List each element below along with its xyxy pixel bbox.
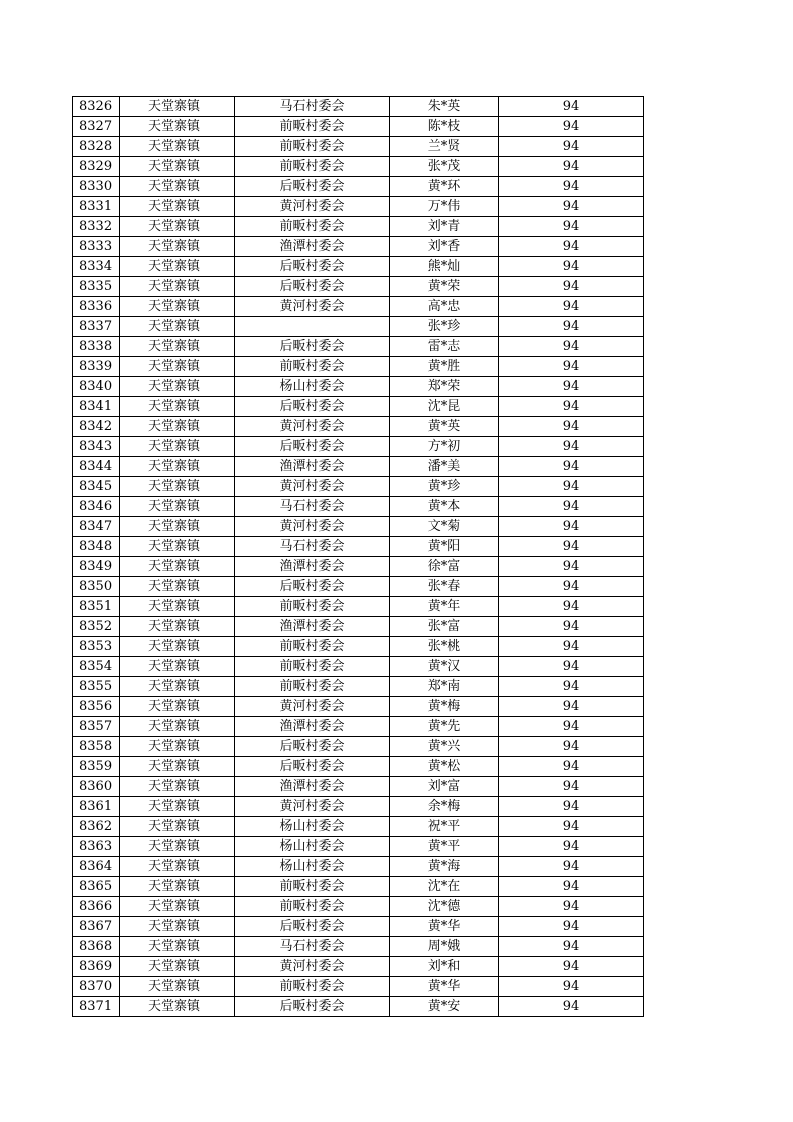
- score-cell: 94: [499, 817, 644, 837]
- record-number-cell: 8358: [73, 737, 120, 757]
- village-committee-cell: 前畈村委会: [235, 977, 390, 997]
- village-committee-cell: 后畈村委会: [235, 577, 390, 597]
- record-number-cell: 8359: [73, 757, 120, 777]
- town-cell: 天堂寨镇: [120, 657, 235, 677]
- person-name-cell: 文*菊: [390, 517, 499, 537]
- record-number-cell: 8346: [73, 497, 120, 517]
- village-committee-cell: 杨山村委会: [235, 857, 390, 877]
- person-name-cell: 黄*本: [390, 497, 499, 517]
- village-committee-cell: 前畈村委会: [235, 217, 390, 237]
- person-name-cell: 黄*荣: [390, 277, 499, 297]
- table-row: [73, 917, 644, 937]
- score-cell: 94: [499, 257, 644, 277]
- person-name-cell: 刘*富: [390, 777, 499, 797]
- score-cell: 94: [499, 997, 644, 1017]
- score-cell: 94: [499, 917, 644, 937]
- record-number-cell: 8348: [73, 537, 120, 557]
- score-cell: 94: [499, 397, 644, 417]
- person-name-cell: 黄*阳: [390, 537, 499, 557]
- town-cell: 天堂寨镇: [120, 677, 235, 697]
- town-cell: 天堂寨镇: [120, 277, 235, 297]
- village-committee-cell: 后畈村委会: [235, 997, 390, 1017]
- record-number-cell: 8344: [73, 457, 120, 477]
- town-cell: 天堂寨镇: [120, 897, 235, 917]
- person-name-cell: 黄*兴: [390, 737, 499, 757]
- record-number-cell: 8340: [73, 377, 120, 397]
- score-cell: 94: [499, 377, 644, 397]
- record-number-cell: 8365: [73, 877, 120, 897]
- person-name-cell: 熊*灿: [390, 257, 499, 277]
- table-row: [73, 137, 644, 157]
- table-row: [73, 957, 644, 977]
- village-committee-cell: [235, 317, 390, 337]
- person-name-cell: 黄*梅: [390, 697, 499, 717]
- person-name-cell: 祝*平: [390, 817, 499, 837]
- town-cell: 天堂寨镇: [120, 157, 235, 177]
- record-number-cell: 8332: [73, 217, 120, 237]
- town-cell: 天堂寨镇: [120, 257, 235, 277]
- score-cell: 94: [499, 857, 644, 877]
- town-cell: 天堂寨镇: [120, 757, 235, 777]
- village-committee-cell: 马石村委会: [235, 497, 390, 517]
- village-committee-cell: 黄河村委会: [235, 517, 390, 537]
- score-cell: 94: [499, 957, 644, 977]
- score-cell: 94: [499, 237, 644, 257]
- village-committee-cell: 后畈村委会: [235, 397, 390, 417]
- table-row: [73, 237, 644, 257]
- village-committee-cell: 渔潭村委会: [235, 617, 390, 637]
- person-name-cell: 黄*松: [390, 757, 499, 777]
- record-number-cell: 8353: [73, 637, 120, 657]
- person-name-cell: 刘*和: [390, 957, 499, 977]
- score-cell: 94: [499, 437, 644, 457]
- village-committee-cell: 渔潭村委会: [235, 457, 390, 477]
- person-name-cell: 黄*环: [390, 177, 499, 197]
- village-committee-cell: 渔潭村委会: [235, 717, 390, 737]
- village-committee-cell: 前畈村委会: [235, 657, 390, 677]
- village-committee-cell: 马石村委会: [235, 537, 390, 557]
- village-committee-cell: 黄河村委会: [235, 477, 390, 497]
- table-row: [73, 317, 644, 337]
- table-row: [73, 157, 644, 177]
- record-number-cell: 8328: [73, 137, 120, 157]
- village-committee-cell: 后畈村委会: [235, 177, 390, 197]
- village-committee-cell: 杨山村委会: [235, 377, 390, 397]
- record-number-cell: 8347: [73, 517, 120, 537]
- record-number-cell: 8336: [73, 297, 120, 317]
- table-row: [73, 197, 644, 217]
- score-cell: 94: [499, 177, 644, 197]
- town-cell: 天堂寨镇: [120, 297, 235, 317]
- town-cell: 天堂寨镇: [120, 417, 235, 437]
- table-row: [73, 537, 644, 557]
- village-committee-cell: 前畈村委会: [235, 877, 390, 897]
- score-cell: 94: [499, 417, 644, 437]
- village-committee-cell: 前畈村委会: [235, 117, 390, 137]
- person-name-cell: 周*娥: [390, 937, 499, 957]
- table-row: [73, 997, 644, 1017]
- record-number-cell: 8357: [73, 717, 120, 737]
- town-cell: 天堂寨镇: [120, 497, 235, 517]
- table-row: [73, 817, 644, 837]
- village-committee-cell: 前畈村委会: [235, 137, 390, 157]
- town-cell: 天堂寨镇: [120, 137, 235, 157]
- score-cell: 94: [499, 157, 644, 177]
- record-number-cell: 8331: [73, 197, 120, 217]
- table-row: [73, 517, 644, 537]
- town-cell: 天堂寨镇: [120, 737, 235, 757]
- town-cell: 天堂寨镇: [120, 377, 235, 397]
- table-row: [73, 877, 644, 897]
- record-number-cell: 8329: [73, 157, 120, 177]
- score-cell: 94: [499, 217, 644, 237]
- table-row: [73, 717, 644, 737]
- record-number-cell: 8369: [73, 957, 120, 977]
- person-name-cell: 雷*志: [390, 337, 499, 357]
- town-cell: 天堂寨镇: [120, 237, 235, 257]
- village-committee-cell: 前畈村委会: [235, 357, 390, 377]
- person-name-cell: 张*桃: [390, 637, 499, 657]
- table-row: [73, 497, 644, 517]
- village-committee-cell: 黄河村委会: [235, 797, 390, 817]
- record-number-cell: 8352: [73, 617, 120, 637]
- town-cell: 天堂寨镇: [120, 637, 235, 657]
- village-committee-cell: 黄河村委会: [235, 697, 390, 717]
- table-row: [73, 777, 644, 797]
- table-row: [73, 417, 644, 437]
- village-committee-cell: 马石村委会: [235, 97, 390, 117]
- town-cell: 天堂寨镇: [120, 797, 235, 817]
- town-cell: 天堂寨镇: [120, 97, 235, 117]
- table-row: [73, 377, 644, 397]
- table-row: [73, 277, 644, 297]
- record-number-cell: 8349: [73, 557, 120, 577]
- score-cell: 94: [499, 277, 644, 297]
- village-committee-cell: 后畈村委会: [235, 277, 390, 297]
- town-cell: 天堂寨镇: [120, 337, 235, 357]
- person-name-cell: 黄*胜: [390, 357, 499, 377]
- table-row: [73, 977, 644, 997]
- person-name-cell: 万*伟: [390, 197, 499, 217]
- town-cell: 天堂寨镇: [120, 937, 235, 957]
- person-name-cell: 陈*枝: [390, 117, 499, 137]
- village-committee-cell: 黄河村委会: [235, 197, 390, 217]
- village-committee-cell: 后畈村委会: [235, 737, 390, 757]
- village-committee-cell: 杨山村委会: [235, 837, 390, 857]
- record-number-cell: 8341: [73, 397, 120, 417]
- town-cell: 天堂寨镇: [120, 117, 235, 137]
- village-committee-cell: 渔潭村委会: [235, 237, 390, 257]
- person-name-cell: 黄*年: [390, 597, 499, 617]
- table-row: [73, 217, 644, 237]
- person-name-cell: 高*忠: [390, 297, 499, 317]
- table-row: [73, 697, 644, 717]
- table-row: [73, 257, 644, 277]
- village-committee-cell: 前畈村委会: [235, 897, 390, 917]
- score-cell: 94: [499, 657, 644, 677]
- table-row: [73, 577, 644, 597]
- town-cell: 天堂寨镇: [120, 697, 235, 717]
- town-cell: 天堂寨镇: [120, 317, 235, 337]
- roster-table: [72, 96, 644, 1017]
- record-number-cell: 8360: [73, 777, 120, 797]
- record-number-cell: 8361: [73, 797, 120, 817]
- score-cell: 94: [499, 897, 644, 917]
- person-name-cell: 张*茂: [390, 157, 499, 177]
- town-cell: 天堂寨镇: [120, 777, 235, 797]
- table-row: [73, 557, 644, 577]
- record-number-cell: 8342: [73, 417, 120, 437]
- table-row: [73, 297, 644, 317]
- record-number-cell: 8333: [73, 237, 120, 257]
- record-number-cell: 8326: [73, 97, 120, 117]
- town-cell: 天堂寨镇: [120, 977, 235, 997]
- record-number-cell: 8338: [73, 337, 120, 357]
- score-cell: 94: [499, 597, 644, 617]
- village-committee-cell: 马石村委会: [235, 937, 390, 957]
- person-name-cell: 沈*昆: [390, 397, 499, 417]
- record-number-cell: 8367: [73, 917, 120, 937]
- person-name-cell: 余*梅: [390, 797, 499, 817]
- town-cell: 天堂寨镇: [120, 197, 235, 217]
- person-name-cell: 徐*富: [390, 557, 499, 577]
- person-name-cell: 黄*珍: [390, 477, 499, 497]
- score-cell: 94: [499, 577, 644, 597]
- table-row: [73, 117, 644, 137]
- person-name-cell: 刘*青: [390, 217, 499, 237]
- town-cell: 天堂寨镇: [120, 217, 235, 237]
- person-name-cell: 张*珍: [390, 317, 499, 337]
- score-cell: 94: [499, 357, 644, 377]
- town-cell: 天堂寨镇: [120, 817, 235, 837]
- village-committee-cell: 后畈村委会: [235, 757, 390, 777]
- score-cell: 94: [499, 557, 644, 577]
- table-row: [73, 177, 644, 197]
- score-cell: 94: [499, 297, 644, 317]
- score-cell: 94: [499, 877, 644, 897]
- table-row: [73, 597, 644, 617]
- score-cell: 94: [499, 937, 644, 957]
- person-name-cell: 黄*海: [390, 857, 499, 877]
- score-cell: 94: [499, 97, 644, 117]
- table-row: [73, 897, 644, 917]
- score-cell: 94: [499, 977, 644, 997]
- village-committee-cell: 后畈村委会: [235, 257, 390, 277]
- record-number-cell: 8337: [73, 317, 120, 337]
- table-row: [73, 637, 644, 657]
- table-row: [73, 617, 644, 637]
- table-row: [73, 737, 644, 757]
- person-name-cell: 黄*华: [390, 917, 499, 937]
- record-number-cell: 8345: [73, 477, 120, 497]
- village-committee-cell: 渔潭村委会: [235, 777, 390, 797]
- roster-table-body: [73, 97, 644, 1017]
- record-number-cell: 8370: [73, 977, 120, 997]
- table-row: [73, 437, 644, 457]
- record-number-cell: 8362: [73, 817, 120, 837]
- score-cell: 94: [499, 797, 644, 817]
- table-row: [73, 457, 644, 477]
- village-committee-cell: 后畈村委会: [235, 437, 390, 457]
- record-number-cell: 8356: [73, 697, 120, 717]
- table-row: [73, 397, 644, 417]
- town-cell: 天堂寨镇: [120, 837, 235, 857]
- score-cell: 94: [499, 677, 644, 697]
- score-cell: 94: [499, 337, 644, 357]
- village-committee-cell: 前畈村委会: [235, 637, 390, 657]
- person-name-cell: 张*春: [390, 577, 499, 597]
- score-cell: 94: [499, 697, 644, 717]
- table-row: [73, 337, 644, 357]
- record-number-cell: 8366: [73, 897, 120, 917]
- record-number-cell: 8354: [73, 657, 120, 677]
- village-committee-cell: 渔潭村委会: [235, 557, 390, 577]
- record-number-cell: 8368: [73, 937, 120, 957]
- table-row: [73, 357, 644, 377]
- village-committee-cell: 后畈村委会: [235, 917, 390, 937]
- score-cell: 94: [499, 457, 644, 477]
- person-name-cell: 黄*安: [390, 997, 499, 1017]
- record-number-cell: 8334: [73, 257, 120, 277]
- village-committee-cell: 前畈村委会: [235, 157, 390, 177]
- record-number-cell: 8371: [73, 997, 120, 1017]
- town-cell: 天堂寨镇: [120, 717, 235, 737]
- record-number-cell: 8363: [73, 837, 120, 857]
- record-number-cell: 8364: [73, 857, 120, 877]
- village-committee-cell: 后畈村委会: [235, 337, 390, 357]
- roster-sheet: [72, 96, 643, 1017]
- town-cell: 天堂寨镇: [120, 917, 235, 937]
- table-row: [73, 657, 644, 677]
- record-number-cell: 8327: [73, 117, 120, 137]
- score-cell: 94: [499, 837, 644, 857]
- town-cell: 天堂寨镇: [120, 877, 235, 897]
- person-name-cell: 沈*德: [390, 897, 499, 917]
- person-name-cell: 黄*先: [390, 717, 499, 737]
- person-name-cell: 郑*荣: [390, 377, 499, 397]
- town-cell: 天堂寨镇: [120, 557, 235, 577]
- town-cell: 天堂寨镇: [120, 617, 235, 637]
- person-name-cell: 郑*南: [390, 677, 499, 697]
- town-cell: 天堂寨镇: [120, 597, 235, 617]
- score-cell: 94: [499, 317, 644, 337]
- record-number-cell: 8330: [73, 177, 120, 197]
- person-name-cell: 潘*美: [390, 457, 499, 477]
- person-name-cell: 兰*贤: [390, 137, 499, 157]
- village-committee-cell: 杨山村委会: [235, 817, 390, 837]
- person-name-cell: 沈*在: [390, 877, 499, 897]
- score-cell: 94: [499, 757, 644, 777]
- village-committee-cell: 黄河村委会: [235, 957, 390, 977]
- record-number-cell: 8351: [73, 597, 120, 617]
- score-cell: 94: [499, 537, 644, 557]
- town-cell: 天堂寨镇: [120, 517, 235, 537]
- table-row: [73, 857, 644, 877]
- score-cell: 94: [499, 137, 644, 157]
- town-cell: 天堂寨镇: [120, 857, 235, 877]
- score-cell: 94: [499, 497, 644, 517]
- village-committee-cell: 前畈村委会: [235, 677, 390, 697]
- score-cell: 94: [499, 117, 644, 137]
- person-name-cell: 方*初: [390, 437, 499, 457]
- record-number-cell: 8355: [73, 677, 120, 697]
- person-name-cell: 刘*香: [390, 237, 499, 257]
- record-number-cell: 8350: [73, 577, 120, 597]
- score-cell: 94: [499, 777, 644, 797]
- table-row: [73, 757, 644, 777]
- town-cell: 天堂寨镇: [120, 477, 235, 497]
- table-row: [73, 797, 644, 817]
- score-cell: 94: [499, 737, 644, 757]
- score-cell: 94: [499, 637, 644, 657]
- town-cell: 天堂寨镇: [120, 957, 235, 977]
- table-row: [73, 837, 644, 857]
- record-number-cell: 8339: [73, 357, 120, 377]
- town-cell: 天堂寨镇: [120, 357, 235, 377]
- town-cell: 天堂寨镇: [120, 177, 235, 197]
- table-row: [73, 97, 644, 117]
- town-cell: 天堂寨镇: [120, 397, 235, 417]
- person-name-cell: 黄*平: [390, 837, 499, 857]
- town-cell: 天堂寨镇: [120, 457, 235, 477]
- table-row: [73, 677, 644, 697]
- person-name-cell: 张*富: [390, 617, 499, 637]
- table-row: [73, 477, 644, 497]
- table-row: [73, 937, 644, 957]
- score-cell: 94: [499, 617, 644, 637]
- town-cell: 天堂寨镇: [120, 997, 235, 1017]
- person-name-cell: 黄*汉: [390, 657, 499, 677]
- person-name-cell: 朱*英: [390, 97, 499, 117]
- town-cell: 天堂寨镇: [120, 537, 235, 557]
- score-cell: 94: [499, 477, 644, 497]
- town-cell: 天堂寨镇: [120, 577, 235, 597]
- score-cell: 94: [499, 517, 644, 537]
- village-committee-cell: 黄河村委会: [235, 417, 390, 437]
- record-number-cell: 8343: [73, 437, 120, 457]
- score-cell: 94: [499, 197, 644, 217]
- village-committee-cell: 黄河村委会: [235, 297, 390, 317]
- score-cell: 94: [499, 717, 644, 737]
- record-number-cell: 8335: [73, 277, 120, 297]
- village-committee-cell: 前畈村委会: [235, 597, 390, 617]
- town-cell: 天堂寨镇: [120, 437, 235, 457]
- person-name-cell: 黄*华: [390, 977, 499, 997]
- person-name-cell: 黄*英: [390, 417, 499, 437]
